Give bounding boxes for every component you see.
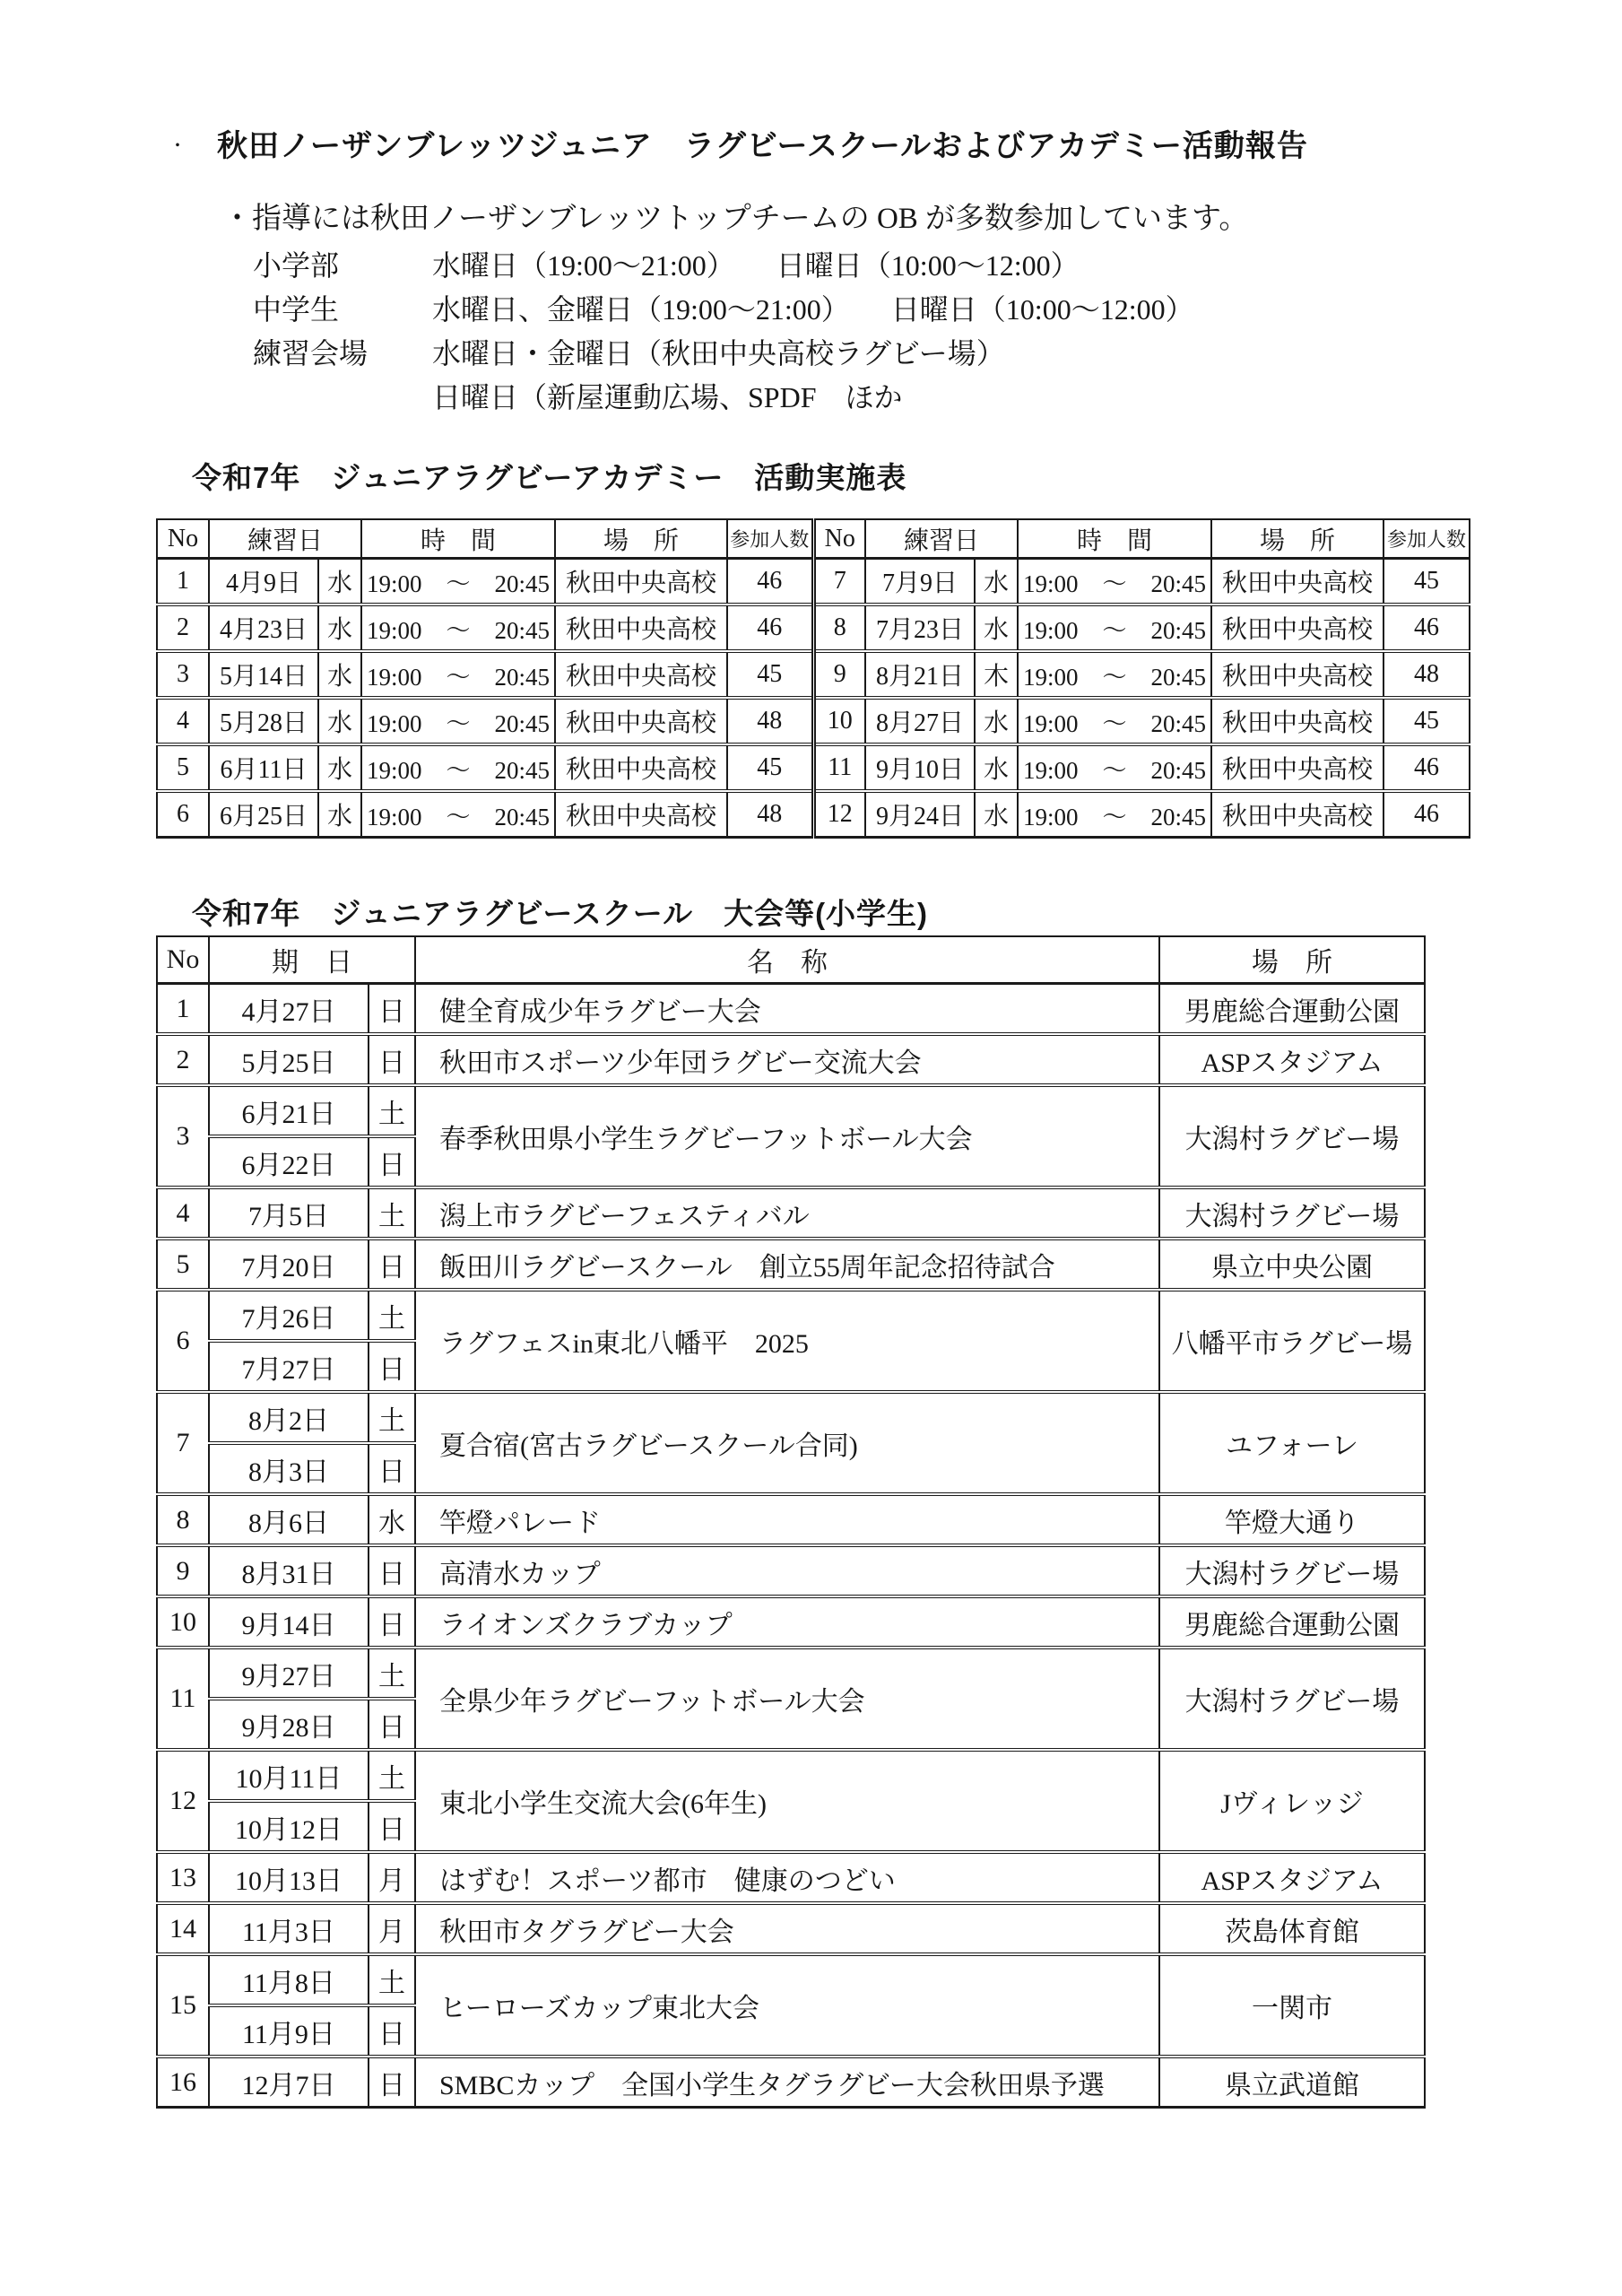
school-table-row — [157, 1903, 1425, 1954]
t2-day-cell: 日 — [369, 1239, 415, 1290]
academy-table-row — [157, 698, 1470, 744]
t1-no-cell: 12 — [813, 791, 865, 838]
academy-table — [156, 518, 1470, 839]
t2-name-cell: 竿燈パレード — [415, 1494, 1159, 1545]
t2-day-cell: 土 — [369, 1750, 415, 1801]
t1-no-cell: 11 — [813, 744, 865, 791]
t1-count-cell: 48 — [1383, 651, 1470, 698]
academy-table-header-row — [157, 519, 1470, 559]
t1-no-cell: 9 — [813, 651, 865, 698]
t2-place-cell: 県立中央公園 — [1159, 1239, 1425, 1290]
schedule-line-elementary — [253, 241, 1236, 285]
t2-date-cell: 9月27日 — [209, 1648, 369, 1699]
t2-name-cell: ライオンズクラブカップ — [415, 1596, 1159, 1648]
t2-name-cell: 全県少年ラグビーフットボール大会 — [415, 1648, 1159, 1750]
t1-count-cell: 46 — [727, 604, 813, 651]
t1-no-cell: 6 — [157, 791, 209, 838]
t1-day-cell: 水 — [975, 698, 1018, 744]
t2-date-cell: 7月5日 — [209, 1187, 369, 1239]
schedule-label: 練習会場 — [253, 336, 369, 370]
t2-date-cell: 9月28日 — [209, 1699, 369, 1750]
t1-date-cell: 4月23日 — [209, 604, 318, 651]
t2-date-cell: 11月8日 — [209, 1954, 369, 2005]
t1-day-cell: 水 — [318, 791, 361, 838]
t2-date-cell: 11月3日 — [209, 1903, 369, 1954]
school-table-row — [157, 1239, 1425, 1290]
schedule-item: 日曜日（10:00～12:00） — [890, 292, 1194, 326]
t2-place-cell: ASPスタジアム — [1159, 1852, 1425, 1903]
t2-date-cell: 8月2日 — [209, 1392, 369, 1443]
t1-time-cell: 19:00 ～ 20:45 — [361, 651, 555, 698]
school-table-row — [157, 1085, 1425, 1136]
t2-date-cell: 12月7日 — [209, 2057, 369, 2108]
t1-header-place: 場 所 — [1211, 519, 1383, 559]
t2-name-cell: はずむ！スポーツ都市 健康のつどい — [415, 1852, 1159, 1903]
t1-day-cell: 水 — [975, 791, 1018, 838]
school-table-row — [157, 984, 1425, 1035]
t1-header-no: No — [157, 519, 209, 559]
t2-name-cell: 飯田川ラグビースクール 創立55周年記念招待試合 — [415, 1239, 1159, 1290]
t2-name-cell: 東北小学生交流大会(6年生) — [415, 1750, 1159, 1852]
schedule-item: 水曜日、金曜日（19:00～21:00） — [432, 292, 850, 326]
schedule-item: 水曜日・金曜日（秋田中央高校ラグビー場） — [432, 336, 1005, 370]
school-table-row — [157, 1596, 1425, 1648]
t2-date-cell: 7月27日 — [209, 1341, 369, 1392]
t2-day-cell: 土 — [369, 1954, 415, 2005]
t2-name-cell: 潟上市ラグビーフェスティバル — [415, 1187, 1159, 1239]
t2-place-cell: ASPスタジアム — [1159, 1034, 1425, 1085]
t2-place-cell: 一関市 — [1159, 1954, 1425, 2057]
t2-day-cell: 水 — [369, 1494, 415, 1545]
t2-no-cell: 14 — [157, 1903, 209, 1954]
t2-date-cell: 11月9日 — [209, 2005, 369, 2057]
t1-place-cell: 秋田中央高校 — [555, 559, 727, 605]
t2-name-cell: ヒーローズカップ東北大会 — [415, 1954, 1159, 2057]
t2-place-cell: 県立武道館 — [1159, 2057, 1425, 2108]
t2-place-cell: 大潟村ラグビー場 — [1159, 1085, 1425, 1187]
t1-count-cell: 48 — [727, 791, 813, 838]
t2-date-cell: 10月11日 — [209, 1750, 369, 1801]
school-table-row — [157, 1034, 1425, 1085]
t2-day-cell: 月 — [369, 1852, 415, 1903]
t1-no-cell: 8 — [813, 604, 865, 651]
t2-place-cell: 大潟村ラグビー場 — [1159, 1187, 1425, 1239]
school-table-row — [157, 1954, 1425, 2005]
academy-table-row — [157, 744, 1470, 791]
t1-header-count: 参加人数 — [1383, 519, 1470, 559]
t1-time-cell: 19:00 ～ 20:45 — [361, 604, 555, 651]
t1-place-cell: 秋田中央高校 — [1211, 698, 1383, 744]
t1-count-cell: 45 — [1383, 698, 1470, 744]
t2-no-cell: 2 — [157, 1034, 209, 1085]
t1-place-cell: 秋田中央高校 — [555, 791, 727, 838]
t1-no-cell: 2 — [157, 604, 209, 651]
t2-no-cell: 8 — [157, 1494, 209, 1545]
t2-header-place: 場 所 — [1159, 936, 1425, 984]
t2-no-cell: 15 — [157, 1954, 209, 2057]
t1-day-cell: 水 — [318, 604, 361, 651]
t2-day-cell: 土 — [369, 1085, 415, 1136]
t1-no-cell: 10 — [813, 698, 865, 744]
t1-day-cell: 水 — [975, 559, 1018, 605]
t1-time-cell: 19:00 ～ 20:45 — [1018, 791, 1211, 838]
t1-no-cell: 4 — [157, 698, 209, 744]
t1-time-cell: 19:00 ～ 20:45 — [361, 559, 555, 605]
t2-place-cell: 竿燈大通り — [1159, 1494, 1425, 1545]
t1-header-date: 練習日 — [865, 519, 1018, 559]
t2-name-cell: 健全育成少年ラグビー大会 — [415, 984, 1159, 1035]
practice-schedule — [253, 241, 1236, 417]
t2-no-cell: 16 — [157, 2057, 209, 2108]
t2-name-cell: SMBCカップ 全国小学生タグラグビー大会秋田県予選 — [415, 2057, 1159, 2108]
t2-no-cell: 6 — [157, 1290, 209, 1392]
t1-time-cell: 19:00 ～ 20:45 — [1018, 559, 1211, 605]
t1-no-cell: 1 — [157, 559, 209, 605]
t2-date-cell: 5月25日 — [209, 1034, 369, 1085]
schedule-item: 日曜日（新屋運動広場、SPDF ほか — [432, 380, 903, 413]
school-table-row — [157, 1187, 1425, 1239]
t2-date-cell: 7月20日 — [209, 1239, 369, 1290]
t2-no-cell: 3 — [157, 1085, 209, 1187]
t1-no-cell: 5 — [157, 744, 209, 791]
schedule-line-juniorhigh — [253, 285, 1236, 329]
t2-no-cell: 13 — [157, 1852, 209, 1903]
t2-day-cell: 土 — [369, 1648, 415, 1699]
t1-day-cell: 水 — [975, 744, 1018, 791]
t1-time-cell: 19:00 ～ 20:45 — [361, 791, 555, 838]
t2-day-cell: 月 — [369, 1903, 415, 1954]
t1-place-cell: 秋田中央高校 — [1211, 791, 1383, 838]
t1-count-cell: 46 — [727, 559, 813, 605]
t1-date-cell: 4月9日 — [209, 559, 318, 605]
t2-day-cell: 日 — [369, 1596, 415, 1648]
t1-header-place: 場 所 — [555, 519, 727, 559]
academy-table-row — [157, 791, 1470, 838]
t1-no-cell: 3 — [157, 651, 209, 698]
t2-date-cell: 8月31日 — [209, 1545, 369, 1596]
t2-date-cell: 6月21日 — [209, 1085, 369, 1136]
t2-place-cell: 茨島体育館 — [1159, 1903, 1425, 1954]
t1-date-cell: 9月24日 — [865, 791, 975, 838]
school-table-header-row — [157, 936, 1425, 984]
t2-date-cell: 6月22日 — [209, 1136, 369, 1187]
page-title: 秋田ノーザンブレッツジュニア ラグビースクールおよびアカデミー活動報告 — [217, 129, 1308, 163]
academy-table-row — [157, 651, 1470, 698]
t1-place-cell: 秋田中央高校 — [555, 698, 727, 744]
t1-place-cell: 秋田中央高校 — [1211, 651, 1383, 698]
t2-name-cell: ラグフェスin東北八幡平 2025 — [415, 1290, 1159, 1392]
t1-header-time: 時 間 — [361, 519, 555, 559]
t2-date-cell: 8月6日 — [209, 1494, 369, 1545]
t1-date-cell: 6月11日 — [209, 744, 318, 791]
t1-header-time: 時 間 — [1018, 519, 1211, 559]
t2-place-cell: ユフォーレ — [1159, 1392, 1425, 1494]
t1-count-cell: 48 — [727, 698, 813, 744]
t2-day-cell: 日 — [369, 984, 415, 1035]
t1-day-cell: 水 — [975, 604, 1018, 651]
t2-place-cell: Jヴィレッジ — [1159, 1750, 1425, 1852]
t2-day-cell: 日 — [369, 1545, 415, 1596]
t1-time-cell: 19:00 ～ 20:45 — [1018, 604, 1211, 651]
schedule-line-venue — [253, 329, 1236, 373]
school-table-row — [157, 1392, 1425, 1443]
t2-day-cell: 日 — [369, 1443, 415, 1494]
t1-time-cell: 19:00 ～ 20:45 — [361, 744, 555, 791]
t2-date-cell: 9月14日 — [209, 1596, 369, 1648]
t1-day-cell: 水 — [318, 651, 361, 698]
t1-day-cell: 水 — [318, 559, 361, 605]
t1-date-cell: 5月14日 — [209, 651, 318, 698]
t2-name-cell: 高清水カップ — [415, 1545, 1159, 1596]
schedule-label: 中学生 — [253, 292, 340, 326]
academy-table-title: 令和7年 ジュニアラグビーアカデミー 活動実施表 — [192, 461, 907, 494]
school-table-title: 令和7年 ジュニアラグビースクール 大会等(小学生) — [192, 897, 929, 930]
school-table-row — [157, 1545, 1425, 1596]
t2-header-no: No — [157, 936, 209, 984]
t1-header-count: 参加人数 — [727, 519, 813, 559]
t1-count-cell: 46 — [1383, 604, 1470, 651]
t2-date-cell: 4月27日 — [209, 984, 369, 1035]
t2-date-cell: 8月3日 — [209, 1443, 369, 1494]
t2-no-cell: 5 — [157, 1239, 209, 1290]
t2-name-cell: 秋田市タグラグビー大会 — [415, 1903, 1159, 1954]
t1-place-cell: 秋田中央高校 — [555, 744, 727, 791]
t2-place-cell: 八幡平市ラグビー場 — [1159, 1290, 1425, 1392]
t1-date-cell: 7月9日 — [865, 559, 975, 605]
t2-day-cell: 日 — [369, 2057, 415, 2108]
t1-place-cell: 秋田中央高校 — [1211, 604, 1383, 651]
school-table-row — [157, 1750, 1425, 1801]
schedule-line-venue-sunday — [253, 373, 1236, 417]
school-table-row — [157, 1852, 1425, 1903]
t1-date-cell: 8月27日 — [865, 698, 975, 744]
t2-name-cell: 秋田市スポーツ少年団ラグビー交流大会 — [415, 1034, 1159, 1085]
t1-count-cell: 45 — [727, 744, 813, 791]
t1-header-no: No — [813, 519, 865, 559]
t2-no-cell: 1 — [157, 984, 209, 1035]
t2-day-cell: 日 — [369, 1341, 415, 1392]
t1-time-cell: 19:00 ～ 20:45 — [1018, 698, 1211, 744]
t2-day-cell: 土 — [369, 1187, 415, 1239]
t2-no-cell: 4 — [157, 1187, 209, 1239]
t2-header-date: 期 日 — [209, 936, 415, 984]
t2-name-cell: 春季秋田県小学生ラグビーフットボール大会 — [415, 1085, 1159, 1187]
t2-place-cell: 男鹿総合運動公園 — [1159, 984, 1425, 1035]
academy-table-row — [157, 559, 1470, 605]
t1-date-cell: 9月10日 — [865, 744, 975, 791]
t1-count-cell: 45 — [1383, 559, 1470, 605]
school-table-row — [157, 1290, 1425, 1341]
school-table-row — [157, 1494, 1425, 1545]
t1-place-cell: 秋田中央高校 — [1211, 559, 1383, 605]
t1-date-cell: 6月25日 — [209, 791, 318, 838]
school-table-row — [157, 2057, 1425, 2108]
t2-name-cell: 夏合宿(宮古ラグビースクール合同) — [415, 1392, 1159, 1494]
school-table — [156, 935, 1426, 2109]
t2-date-cell: 10月13日 — [209, 1852, 369, 1903]
intro-text: ・指導には秋田ノーザンブレッツトップチームの OB が多数参加しています。 — [222, 203, 1249, 235]
t2-no-cell: 11 — [157, 1648, 209, 1750]
t2-place-cell: 大潟村ラグビー場 — [1159, 1648, 1425, 1750]
schedule-label: 小学部 — [253, 248, 340, 282]
t2-day-cell: 日 — [369, 1136, 415, 1187]
academy-table-row — [157, 604, 1470, 651]
t1-day-cell: 木 — [975, 651, 1018, 698]
t2-day-cell: 土 — [369, 1392, 415, 1443]
t2-day-cell: 日 — [369, 1034, 415, 1085]
t2-day-cell: 日 — [369, 2005, 415, 2057]
t2-place-cell: 大潟村ラグビー場 — [1159, 1545, 1425, 1596]
t2-no-cell: 12 — [157, 1750, 209, 1852]
t1-time-cell: 19:00 ～ 20:45 — [361, 698, 555, 744]
t2-day-cell: 土 — [369, 1290, 415, 1341]
t1-date-cell: 7月23日 — [865, 604, 975, 651]
t1-no-cell: 7 — [813, 559, 865, 605]
t2-header-name: 名 称 — [415, 936, 1159, 984]
t1-date-cell: 5月28日 — [209, 698, 318, 744]
t2-day-cell: 日 — [369, 1699, 415, 1750]
t2-day-cell: 日 — [369, 1801, 415, 1852]
t1-time-cell: 19:00 ～ 20:45 — [1018, 651, 1211, 698]
school-table-row — [157, 1648, 1425, 1699]
t1-count-cell: 45 — [727, 651, 813, 698]
t1-count-cell: 46 — [1383, 791, 1470, 838]
t1-time-cell: 19:00 ～ 20:45 — [1018, 744, 1211, 791]
t1-date-cell: 8月21日 — [865, 651, 975, 698]
t1-place-cell: 秋田中央高校 — [1211, 744, 1383, 791]
document-title-line — [169, 131, 1308, 161]
t1-header-date: 練習日 — [209, 519, 361, 559]
t2-date-cell: 10月12日 — [209, 1801, 369, 1852]
t1-day-cell: 水 — [318, 744, 361, 791]
t2-no-cell: 9 — [157, 1545, 209, 1596]
t2-no-cell: 7 — [157, 1392, 209, 1494]
t1-count-cell: 46 — [1383, 744, 1470, 791]
t2-place-cell: 男鹿総合運動公園 — [1159, 1596, 1425, 1648]
schedule-item: 日曜日（10:00～12:00） — [776, 248, 1080, 282]
t1-place-cell: 秋田中央高校 — [555, 604, 727, 651]
t1-day-cell: 水 — [318, 698, 361, 744]
t1-place-cell: 秋田中央高校 — [555, 651, 727, 698]
t2-date-cell: 7月26日 — [209, 1290, 369, 1341]
schedule-item: 水曜日（19:00～21:00） — [432, 248, 735, 282]
t2-no-cell: 10 — [157, 1596, 209, 1648]
title-bullet-icon: ・ — [169, 136, 186, 156]
